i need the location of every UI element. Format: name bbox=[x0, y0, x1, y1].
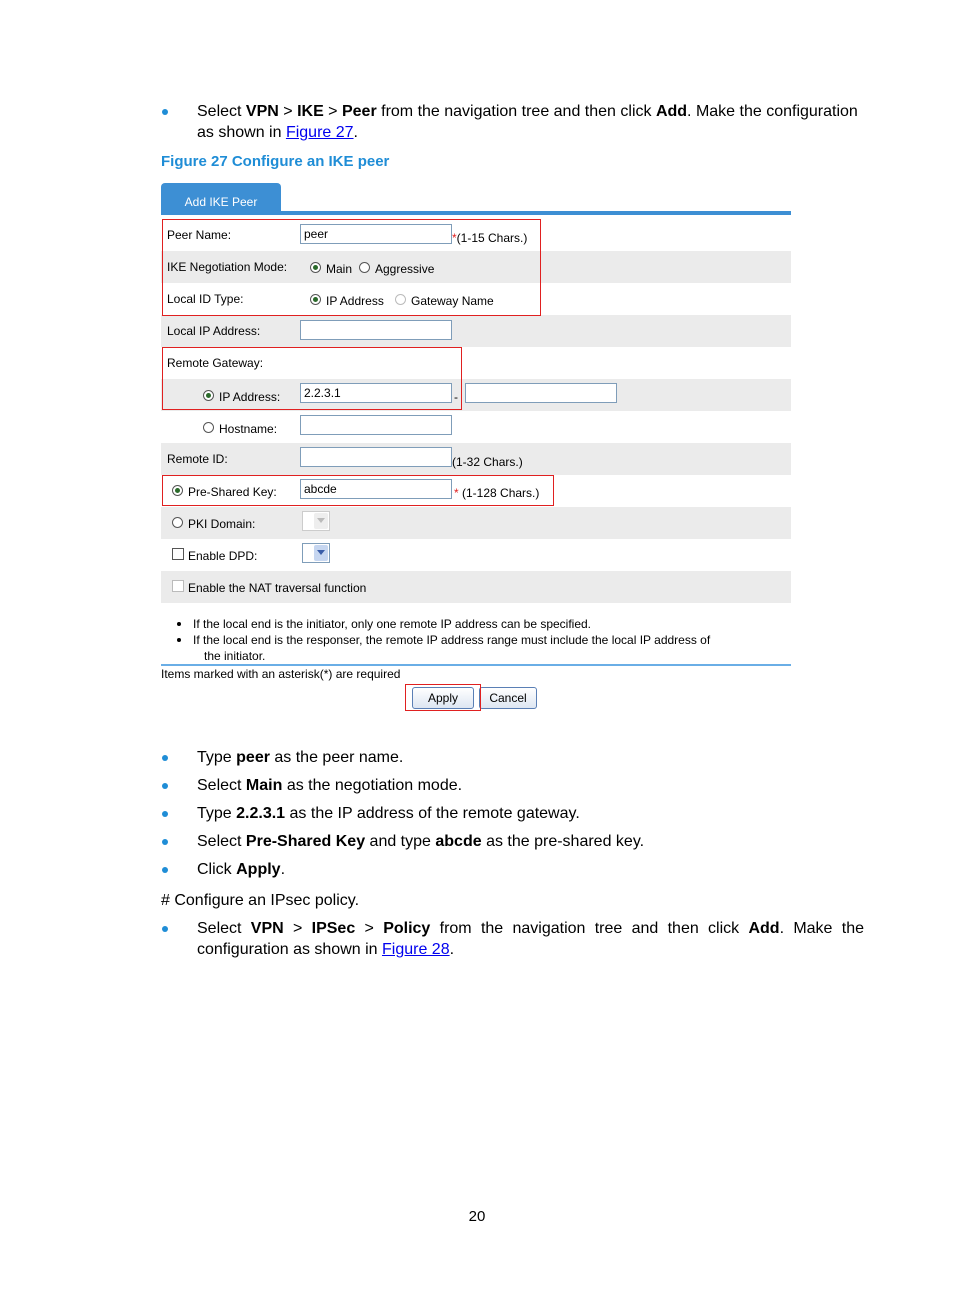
remote-id-input[interactable] bbox=[300, 447, 452, 467]
row-remote-id bbox=[161, 443, 791, 475]
local-ip-input[interactable] bbox=[300, 320, 452, 340]
row-nat-traversal bbox=[161, 571, 791, 603]
peer-name-label: Peer Name: bbox=[167, 228, 232, 242]
bullet bbox=[177, 638, 181, 642]
range-dash: - bbox=[454, 390, 458, 404]
pre-shared-key-input[interactable]: abcde bbox=[300, 479, 452, 499]
bullet bbox=[162, 755, 168, 761]
main-mode-label: Main bbox=[326, 262, 353, 276]
negotiation-mode-label: IKE Negotiation Mode: bbox=[167, 260, 288, 274]
chevron-down-icon bbox=[314, 545, 328, 561]
remote-ip-start-input[interactable]: 2.2.3.1 bbox=[300, 383, 452, 403]
pki-domain-select[interactable] bbox=[302, 511, 330, 531]
bullet bbox=[162, 839, 168, 845]
peer-name-input[interactable]: peer bbox=[300, 224, 452, 244]
remote-id-label: Remote ID: bbox=[167, 452, 228, 466]
ike-peer-form bbox=[161, 183, 791, 713]
local-id-type-label: Local ID Type: bbox=[167, 292, 244, 306]
enable-dpd-label: Enable DPD: bbox=[188, 549, 258, 563]
hostname-label: Hostname: bbox=[219, 422, 278, 436]
figure-27-link[interactable]: Figure 27 bbox=[285, 124, 354, 141]
row-local-ip bbox=[161, 315, 791, 347]
row-hostname bbox=[161, 411, 791, 443]
note-responser: If the local end is the responser, the remote IP address range must include the local IP address of bbox=[193, 632, 710, 648]
tab-add-ike-peer[interactable]: Add IKE Peer bbox=[161, 183, 281, 215]
bullet bbox=[162, 109, 168, 115]
pre-shared-key-label: Pre-Shared Key: bbox=[188, 485, 277, 499]
nat-traversal-label: Enable the NAT traversal function bbox=[188, 581, 367, 595]
local-id-ip-label: IP Address bbox=[326, 294, 384, 308]
highlight-box bbox=[162, 475, 554, 506]
figure-caption: Figure 27 Configure an IKE peer bbox=[161, 153, 390, 170]
hostname-input[interactable] bbox=[300, 415, 452, 435]
remote-gateway-label: Remote Gateway: bbox=[167, 356, 264, 370]
enable-dpd-checkbox[interactable] bbox=[172, 548, 184, 560]
chevron-down-icon bbox=[314, 513, 328, 529]
hostname-radio[interactable] bbox=[203, 422, 214, 433]
pki-domain-label: PKI Domain: bbox=[188, 517, 256, 531]
local-ip-label: Local IP Address: bbox=[167, 324, 261, 338]
dpd-select[interactable] bbox=[302, 543, 330, 563]
bullet bbox=[162, 926, 168, 932]
highlight-box bbox=[162, 347, 462, 410]
remote-ip-label: IP Address: bbox=[219, 390, 281, 404]
note-responser-cont: the initiator. bbox=[204, 649, 266, 663]
required-note: Items marked with an asterisk(*) are required bbox=[161, 667, 401, 681]
highlight-box bbox=[162, 219, 541, 316]
figure-28-link[interactable]: Figure 28 bbox=[382, 941, 450, 958]
step-5: Click Apply. bbox=[197, 861, 286, 878]
pre-shared-key-hint: * (1-128 Chars.) bbox=[454, 486, 540, 500]
note-initiator: If the local end is the initiator, only one remote IP address can be specified. bbox=[193, 616, 591, 632]
apply-button[interactable]: Apply bbox=[412, 687, 474, 709]
pki-domain-radio[interactable] bbox=[172, 517, 183, 528]
local-id-gateway-label: Gateway Name bbox=[411, 294, 494, 308]
bullet bbox=[162, 783, 168, 789]
bullet bbox=[177, 622, 181, 626]
bullet bbox=[162, 867, 168, 873]
bullet bbox=[162, 811, 168, 817]
row-enable-dpd bbox=[161, 539, 791, 571]
remote-ip-end-input[interactable] bbox=[465, 383, 617, 403]
cancel-button[interactable]: Cancel bbox=[479, 687, 537, 709]
highlight-box bbox=[405, 684, 481, 711]
step-1: Type peer as the peer name. bbox=[197, 749, 404, 766]
row-pki-domain bbox=[161, 507, 791, 539]
peer-name-hint: *(1-15 Chars.) bbox=[452, 231, 528, 245]
step-4: Select Pre-Shared Key and type abcde as the pre-shared key. bbox=[197, 833, 645, 850]
intro-paragraph: Select VPN > IKE > Peer from the navigation tree and then click Add. Make the configuration as shown in Figure 27. bbox=[197, 103, 858, 141]
ipsec-comment: # Configure an IPsec policy. bbox=[161, 892, 360, 909]
nat-traversal-checkbox[interactable] bbox=[172, 580, 184, 592]
policy-paragraph: Select VPN > IPSec > Policy from the navigation tree and then click Add. Make the configuration as shown in Figure 28. bbox=[197, 920, 864, 958]
divider bbox=[161, 664, 791, 666]
remote-id-hint: (1-32 Chars.) bbox=[452, 455, 523, 469]
step-2: Select Main as the negotiation mode. bbox=[197, 777, 463, 794]
step-3: Type 2.2.3.1 as the IP address of the remote gateway. bbox=[197, 805, 580, 822]
page-number: 20 bbox=[468, 1208, 486, 1225]
aggressive-mode-label: Aggressive bbox=[375, 262, 435, 276]
